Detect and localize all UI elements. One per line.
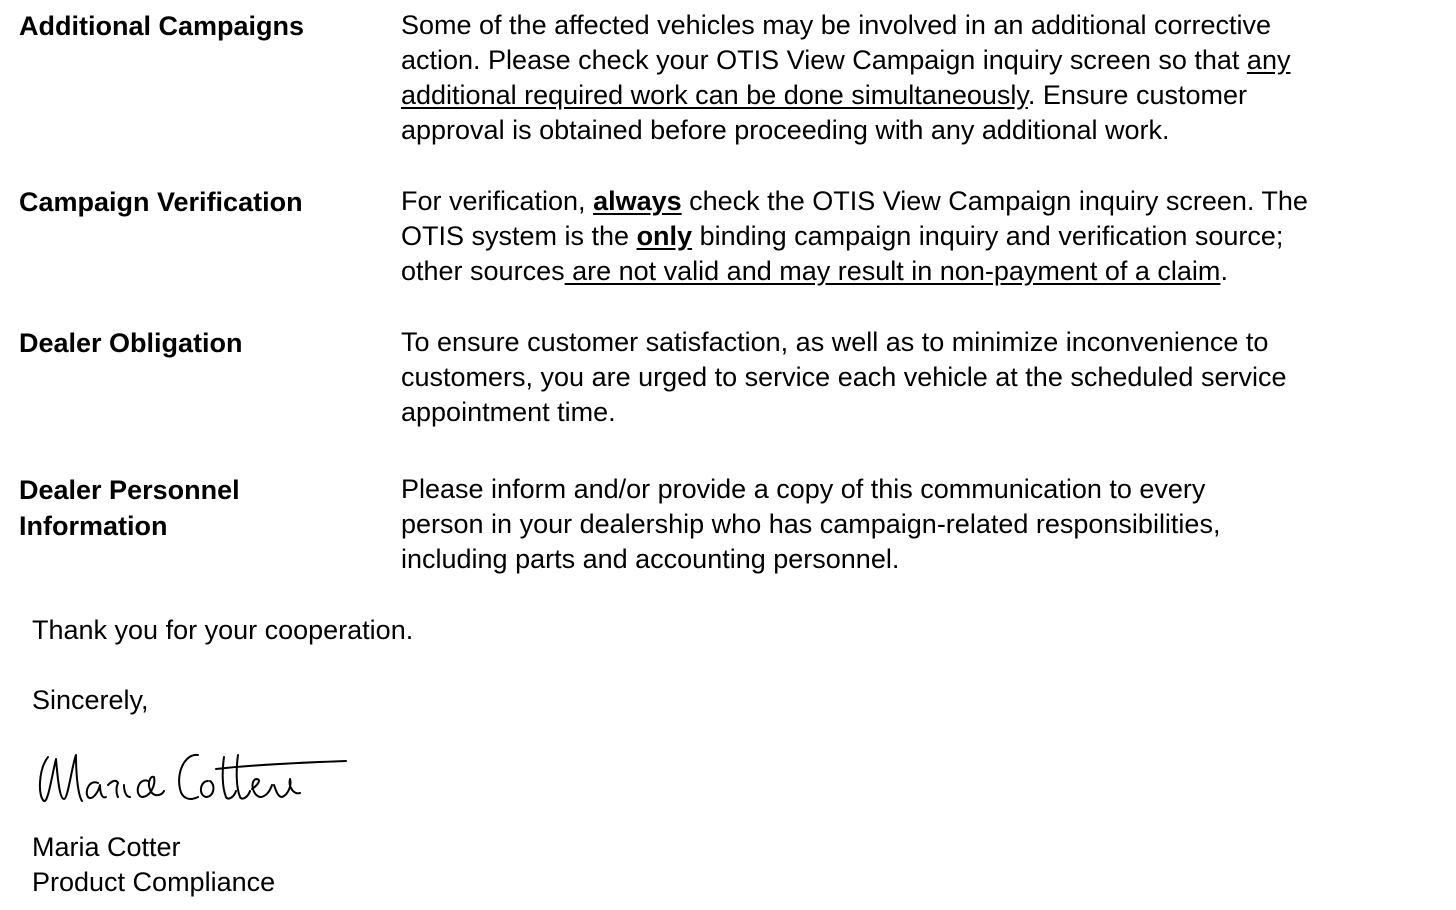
section-label: Dealer Obligation <box>19 328 243 358</box>
signature-image <box>30 735 350 815</box>
body-text-segment: action. Please check your OTIS View Campaign inquiry screen so that <box>401 45 1247 75</box>
body-line <box>401 78 1451 113</box>
section-label: Additional Campaigns <box>19 11 305 41</box>
body-text-segment: . Ensure customer <box>1027 80 1247 110</box>
section-label-line: Information <box>19 511 168 541</box>
section-body <box>401 472 1451 577</box>
section-body <box>401 184 1451 289</box>
body-line: appointment time. <box>401 397 616 427</box>
body-line: To ensure customer satisfaction, as well as to minimize inconvenience to <box>401 327 1269 357</box>
body-line: Some of the affected vehicles may be involved in an additional corrective <box>401 10 1271 40</box>
signer-name: Maria Cotter <box>32 832 181 862</box>
body-line: person in your dealership who has campaign-related responsibilities, <box>401 509 1221 539</box>
body-text-segment: OTIS system is the <box>401 221 637 251</box>
body-text-segment: For verification, <box>401 186 594 216</box>
section-body <box>401 325 1451 430</box>
closing-thanks: Thank you for your cooperation. <box>32 615 414 645</box>
underlined-text: additional required work can be done simultaneously <box>401 80 1028 110</box>
underlined-text: are not valid and may result in non-payment of a claim <box>564 256 1221 286</box>
body-text-segment: binding campaign inquiry and verification source; <box>692 221 1284 251</box>
body-line: approval is obtained before proceeding with any additional work. <box>401 115 1170 145</box>
body-line <box>401 43 1451 78</box>
section-label <box>19 472 389 544</box>
body-line: Please inform and/or provide a copy of this communication to every <box>401 474 1206 504</box>
body-line <box>401 219 1451 254</box>
body-text-segment: other sources <box>401 256 565 286</box>
body-text-segment: . <box>1220 256 1228 286</box>
section-body <box>401 8 1451 148</box>
body-line <box>401 184 1451 219</box>
section-label: Campaign Verification <box>19 187 303 217</box>
section-label-line: Dealer Personnel <box>19 475 240 505</box>
body-line <box>401 254 1451 289</box>
signer-title: Product Compliance <box>32 867 276 897</box>
body-text-segment: check the OTIS View Campaign inquiry screen. The <box>681 186 1308 216</box>
emphasized-text: only <box>636 221 693 251</box>
closing-salutation: Sincerely, <box>32 685 149 715</box>
body-line: including parts and accounting personnel. <box>401 544 900 574</box>
underlined-text: any <box>1246 45 1291 75</box>
emphasized-text: always <box>593 186 682 216</box>
body-line: customers, you are urged to service each vehicle at the scheduled service <box>401 362 1287 392</box>
